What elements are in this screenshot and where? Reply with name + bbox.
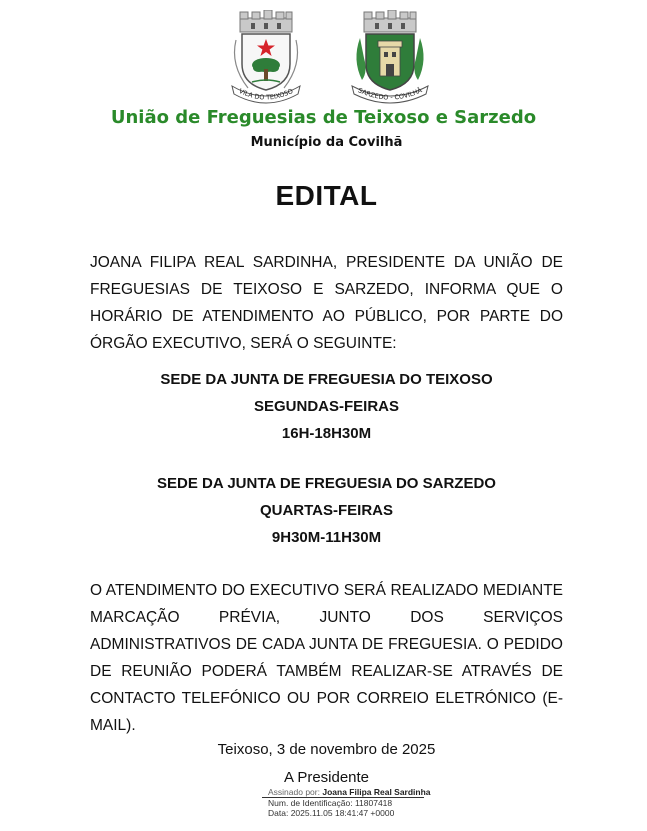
- municipality-name: Município da Covilhã: [250, 135, 403, 150]
- teixoso-crest-motto: VILA DO TEIXOSO: [237, 86, 295, 102]
- schedule-1-place: SEDE DA JUNTA DE FREGUESIA DO TEIXOSO: [160, 371, 493, 388]
- place-date-line: Teixoso, 3 de novembro de 2025: [217, 741, 436, 758]
- teixoso-coat-of-arms: [222, 10, 310, 105]
- sarzedo-crest-motto: SARZEDO - COVILHÃ: [356, 86, 424, 102]
- id-number: 11807418: [354, 797, 393, 808]
- signatory-title: A Presidente: [283, 769, 370, 786]
- id-label: Num. de Identificação:: [268, 797, 353, 808]
- signed-by-name: Joana Filipa Real Sardinha: [322, 787, 431, 797]
- sarzedo-coat-of-arms: [342, 10, 438, 105]
- schedule-2-day: QUARTAS-FEIRAS: [259, 502, 394, 519]
- schedule-1-hours: 16H-18H30M: [281, 425, 372, 442]
- schedule-1-day: SEGUNDAS-FEIRAS: [253, 398, 399, 415]
- intro-paragraph: JOANA FILIPA REAL SARDINHA, PRESIDENTE DA UNIÃO DE FREGUESIAS DE TEIXOSO E SARZEDO, INFORMA QUE O HORÁRIO DE ATENDIMENTO AO PÚBLICO, POR PARTE DO ÓRGÃO EXECUTIVO, SERÁ O SEGUINTE:: [90, 254, 563, 352]
- crests-header: [0, 10, 647, 105]
- schedule-2-place: SEDE DA JUNTA DE FREGUESIA DO SARZEDO: [157, 475, 496, 492]
- document-title: EDITAL: [275, 180, 378, 211]
- signed-by-label: Assinado por:: [268, 787, 320, 797]
- schedule-2-hours: 9H30M-11H30M: [271, 529, 382, 546]
- organization-name: União de Freguesias de Teixoso e Sarzedo: [110, 107, 537, 128]
- signature-date-label: Data:: [268, 808, 289, 818]
- digital-signature-block: [268, 787, 431, 819]
- signature-date-value: 2025.11.05 18:41:47 +0000: [290, 808, 395, 818]
- closing-paragraph: O ATENDIMENTO DO EXECUTIVO SERÁ REALIZADO MEDIANTE MARCAÇÃO PRÉVIA, JUNTO DOS SERVIÇOS ADMINISTRATIVOS DE CADA JUNTA DE FREGUESIA. O PEDIDO DE REUNIÃO PODERÁ TAMBÉM REALIZAR-SE ATRAVÉS DE CONTACTO TELEFÓNICO OU POR CORREIO ELETRÓNICO (E-MAIL).: [90, 582, 563, 734]
